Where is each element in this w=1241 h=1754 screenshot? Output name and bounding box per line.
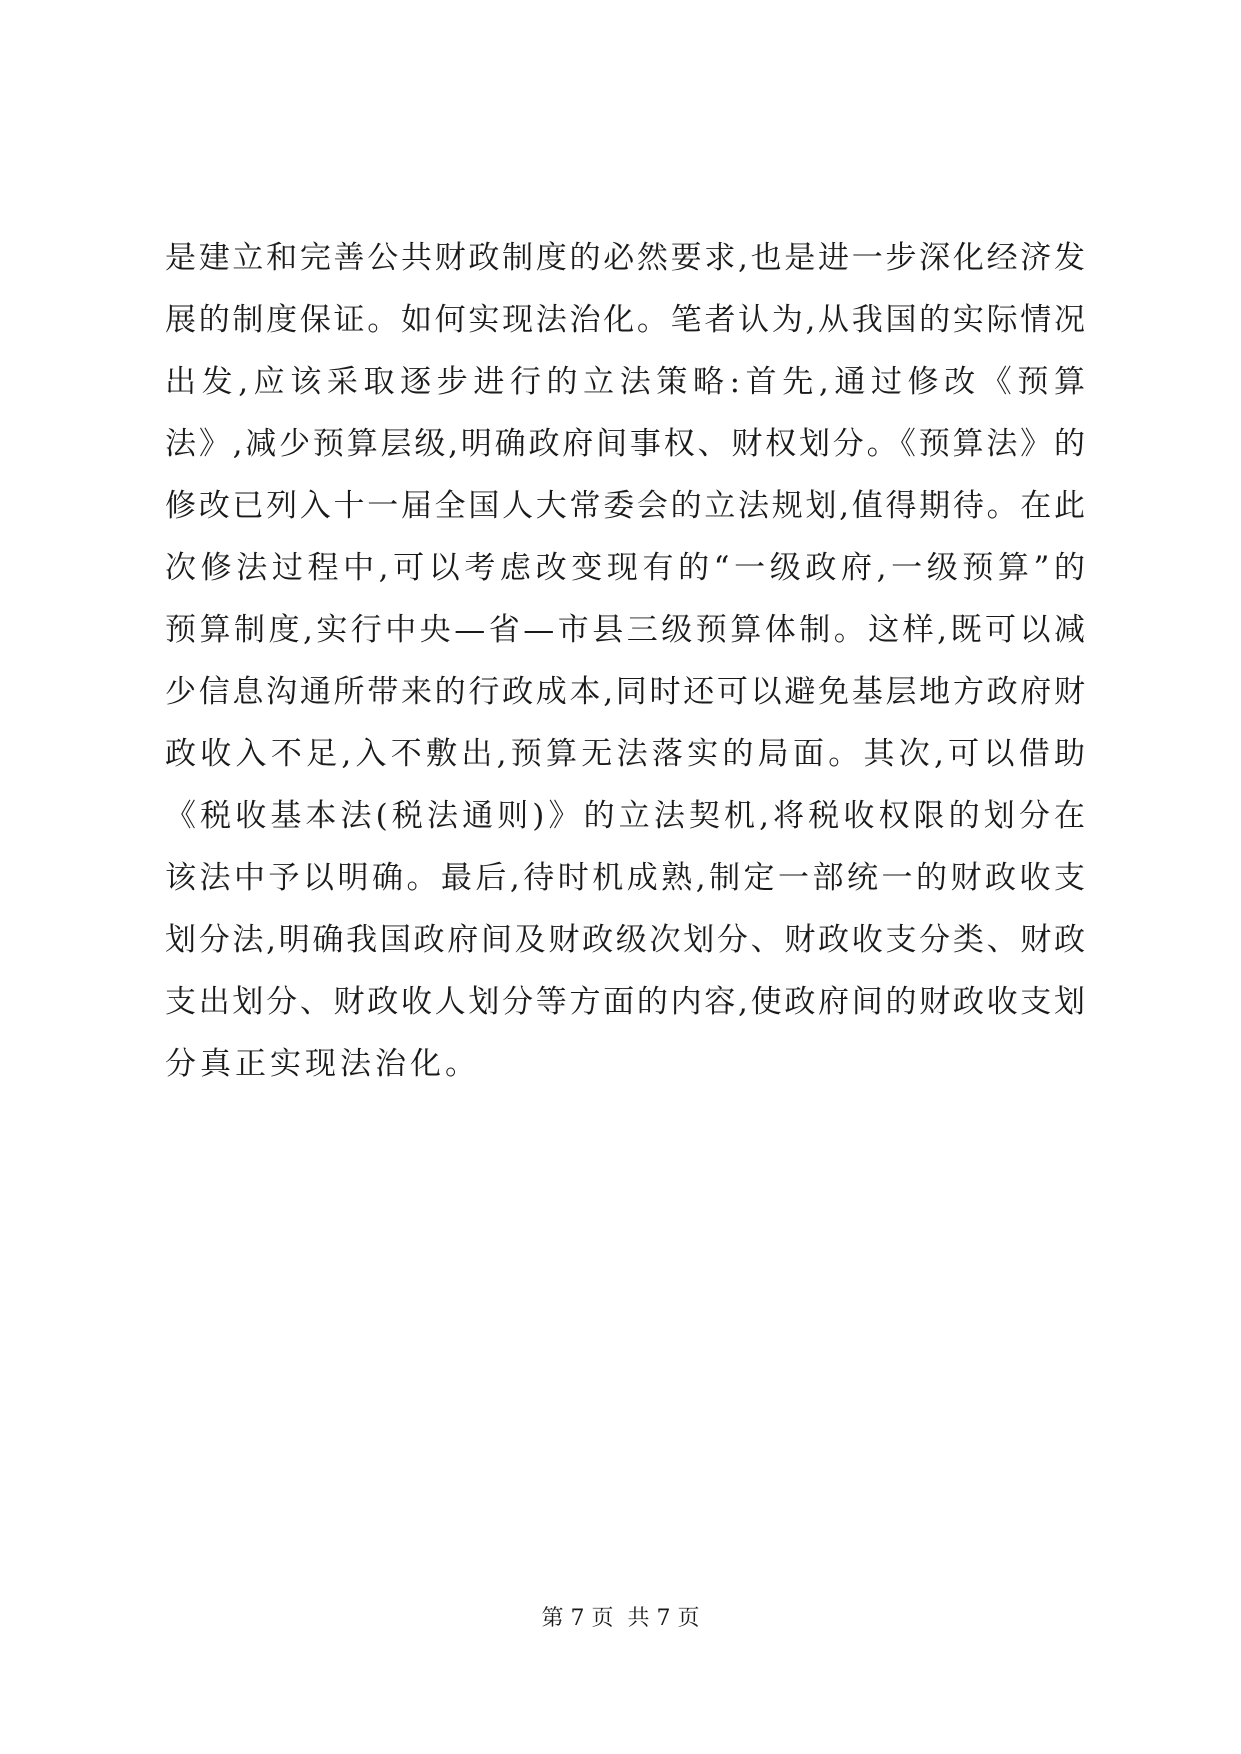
paragraph-line: 该法中予以明确。最后,待时机成熟,制定一部统一的财政收支 (165, 860, 1085, 896)
paragraph-line: 次修法过程中,可以考虑改变现有的“一级政府,一级预算”的 (165, 550, 1085, 586)
paragraph-line: 支出划分、财政收人划分等方面的内容,使政府间的财政收支划 (165, 984, 1085, 1020)
paragraph-line: 法》,减少预算层级,明确政府间事权、财权划分。《预算法》的 (165, 426, 1085, 462)
paragraph-line: 预算制度,实行中央—省—市县三级预算体制。这样,既可以减 (165, 612, 1085, 648)
paragraph-line: 展的制度保证。如何实现法治化。笔者认为,从我国的实际情况 (165, 302, 1085, 338)
paragraph-line: 是建立和完善公共财政制度的必然要求,也是进一步深化经济发 (165, 240, 1085, 276)
paragraph-line: 出发,应该采取逐步进行的立法策略:首先,通过修改《预算 (165, 364, 1085, 400)
paragraph-line: 《税收基本法(税法通则)》的立法契机,将税收权限的划分在 (165, 798, 1085, 834)
paragraph-line: 分真正实现法治化。 (165, 1046, 480, 1082)
paragraph-line: 少信息沟通所带来的行政成本,同时还可以避免基层地方政府财 (165, 674, 1085, 710)
paragraph-line: 划分法,明确我国政府间及财政级次划分、财政收支分类、财政 (165, 922, 1085, 958)
body-paragraph (165, 227, 1085, 1095)
paragraph-line: 修改已列入十一届全国人大常委会的立法规划,值得期待。在此 (165, 488, 1085, 524)
paragraph-line: 政收入不足,入不敷出,预算无法落实的局面。其次,可以借助 (165, 736, 1085, 772)
page-number-footer: 第 7 页 共 7 页 (541, 1606, 700, 1631)
